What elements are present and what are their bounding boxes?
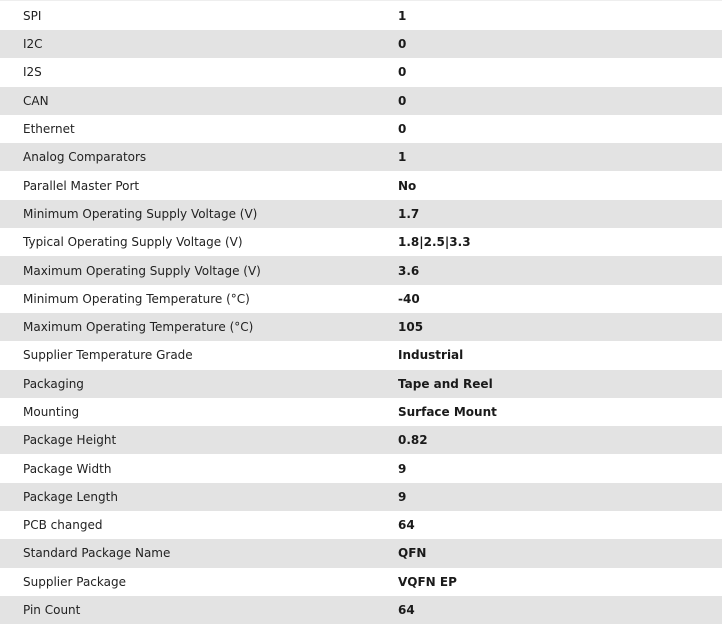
spec-row: [0, 313, 722, 341]
spec-name: Supplier Package: [0, 568, 375, 596]
spec-row: [0, 568, 722, 596]
spec-row: [0, 1, 722, 31]
spec-name: Package Length: [0, 483, 375, 511]
spec-value: 0: [375, 87, 722, 115]
spec-name: I2S: [0, 58, 375, 86]
spec-value: 105: [375, 313, 722, 341]
spec-value: Surface Mount: [375, 398, 722, 426]
spec-row: [0, 171, 722, 199]
spec-name: Supplier Temperature Grade: [0, 341, 375, 369]
spec-value: No: [375, 171, 722, 199]
spec-value: 1.8|2.5|3.3: [375, 228, 722, 256]
spec-name: Minimum Operating Temperature (°C): [0, 285, 375, 313]
spec-name: Maximum Operating Supply Voltage (V): [0, 256, 375, 284]
spec-value: 1.7: [375, 200, 722, 228]
spec-value: VQFN EP: [375, 568, 722, 596]
spec-row: [0, 285, 722, 313]
spec-row: [0, 58, 722, 86]
spec-name: Maximum Operating Temperature (°C): [0, 313, 375, 341]
spec-row: [0, 483, 722, 511]
spec-value: 3.6: [375, 256, 722, 284]
spec-row: [0, 370, 722, 398]
spec-row: [0, 596, 722, 624]
spec-name: Standard Package Name: [0, 539, 375, 567]
spec-row: [0, 511, 722, 539]
spec-value: 0: [375, 58, 722, 86]
spec-value: -40: [375, 285, 722, 313]
spec-row: [0, 341, 722, 369]
spec-name: Package Width: [0, 454, 375, 482]
spec-value: 1: [375, 1, 722, 31]
spec-name: Mounting: [0, 398, 375, 426]
spec-value: 1: [375, 143, 722, 171]
spec-row: [0, 454, 722, 482]
spec-row: [0, 143, 722, 171]
spec-value: Industrial: [375, 341, 722, 369]
spec-value: 64: [375, 511, 722, 539]
spec-name: Analog Comparators: [0, 143, 375, 171]
spec-row: [0, 256, 722, 284]
spec-row: [0, 115, 722, 143]
spec-name: Pin Count: [0, 596, 375, 624]
spec-row: [0, 30, 722, 58]
spec-row: [0, 87, 722, 115]
spec-value: 64: [375, 596, 722, 624]
spec-value: 0: [375, 30, 722, 58]
spec-value: 9: [375, 454, 722, 482]
spec-value: QFN: [375, 539, 722, 567]
spec-row: [0, 539, 722, 567]
spec-row: [0, 200, 722, 228]
spec-row: [0, 398, 722, 426]
spec-value: 9: [375, 483, 722, 511]
spec-name: Parallel Master Port: [0, 171, 375, 199]
spec-name: Package Height: [0, 426, 375, 454]
spec-row: [0, 228, 722, 256]
spec-name: I2C: [0, 30, 375, 58]
spec-name: Minimum Operating Supply Voltage (V): [0, 200, 375, 228]
spec-row: [0, 426, 722, 454]
specifications-table-body: [0, 1, 722, 624]
spec-value: Tape and Reel: [375, 370, 722, 398]
spec-value: 0.82: [375, 426, 722, 454]
spec-name: CAN: [0, 87, 375, 115]
spec-name: Ethernet: [0, 115, 375, 143]
spec-value: 0: [375, 115, 722, 143]
spec-name: Typical Operating Supply Voltage (V): [0, 228, 375, 256]
spec-name: Packaging: [0, 370, 375, 398]
spec-name: PCB changed: [0, 511, 375, 539]
spec-name: SPI: [0, 1, 375, 31]
